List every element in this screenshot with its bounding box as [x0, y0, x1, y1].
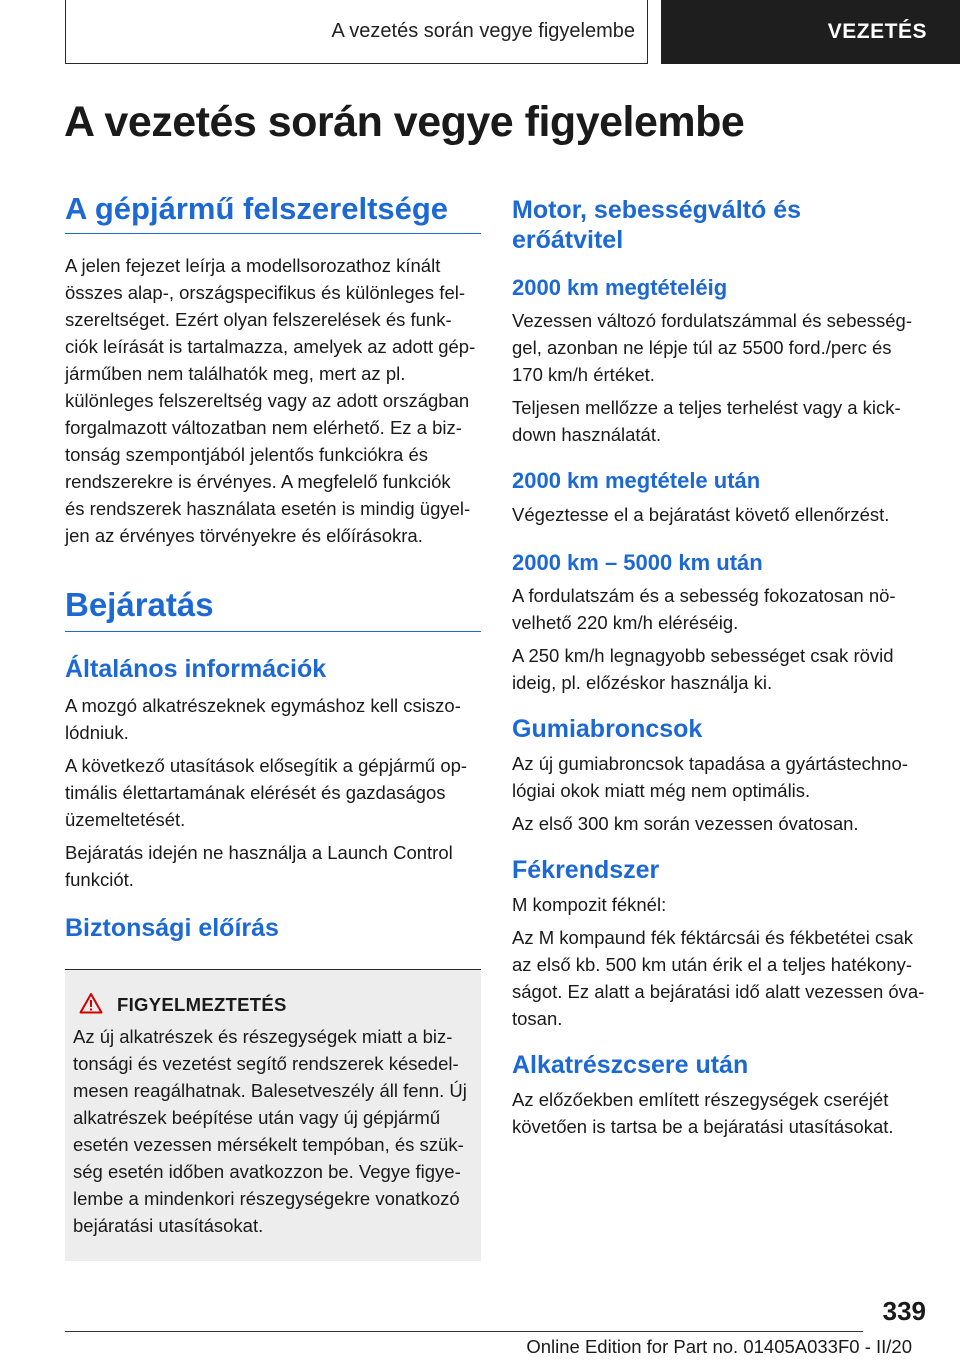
parts-heading: Alkatrészcsere után — [512, 1051, 749, 1080]
footer-edition: Online Edition for Part no. 01405A033F0 - II/20 — [526, 1336, 912, 1357]
safety-heading: Biztonsági előírás — [65, 913, 279, 942]
general-paragraph-3: Bejáratás idején ne használja a Launch Control funkciót. — [65, 841, 453, 890]
brakes-paragraph-2: Az M kompaund fék féktárcsái és fékbetétei csak az első kb. 500 km után érik el a teljes hatékony- ságot. Ez alatt a bejáratási idő alatt vezessen óva- tosan. — [512, 927, 925, 1030]
warning-header — [73, 992, 473, 1019]
parts-paragraph: Az előzőekben említett részegységek cseréjét követően is tartsa be a bejáratási utasításokat. — [512, 1089, 894, 1138]
page-number: 339 — [882, 1296, 926, 1326]
range-paragraph-2: A 250 km/h legnagyobb sebességet csak rövid ideig, pl. előzéskor használja ki. — [512, 645, 894, 694]
general-paragraph-1: A mozgó alkatrészeknek egymáshoz kell csiszo- lódniuk. — [65, 694, 461, 743]
after2000-paragraph: Végeztesse el a bejáratást követő ellenőrzést. — [512, 503, 890, 525]
tires-paragraph-2: Az első 300 km során vezessen óvatosan. — [512, 813, 859, 835]
km2000-paragraph-2: Teljesen mellőzze a teljes terhelést vagy a kick- down használatát. — [512, 397, 901, 446]
tires-heading: Gumiabroncsok — [512, 715, 703, 744]
brakes-heading: Fékrendszer — [512, 856, 660, 885]
warning-title: FIGYELMEZTETÉS — [117, 994, 287, 1016]
page-title: A vezetés során vegye figyelembe — [64, 98, 745, 146]
running-header-title: A vezetés során vegye figyelembe — [331, 20, 635, 42]
range-heading: 2000 km – 5000 km után — [512, 549, 763, 575]
range-paragraph-1: A fordulatszám és a sebesség fokozatosan nö- velhető 220 km/h eléréséig. — [512, 585, 896, 634]
equipment-paragraph: A jelen fejezet leírja a modellsorozathoz kínált összes alap-, országspecifikus és különleges fel- szereltséget. Ezért olyan felszerelések és funk- ciók leírását is tartalmazza, amelyek az adott gép- járműben nem találhatók meg, mert az pl. különleges felszereltség vagy az adott országban forgalmazott változatban nem elérhető. Ez a biz- tonság szempontjából jelentős funkciókra és rendszerekre is érvényes. A megfelelő funkciók és rendszerek használata esetén is mindig ügyel- jen az érvényes törvényekre és előírásokra. — [65, 255, 476, 547]
general-paragraph-2: A következő utasítások elősegítik a gépjármű op- timális élettartamának elérését és gazdaságos üzemeltetését. — [65, 754, 468, 830]
warning-triangle-icon — [79, 992, 103, 1019]
tires-paragraph-1: Az új gumiabroncsok tapadása a gyártástechno- lógiai okok miatt még nem optimális. — [512, 753, 908, 802]
running-header — [65, 0, 648, 64]
km2000-paragraph-1: Vezessen változó fordulatszámmal és sebesség- gel, azonban ne lépje túl az 5500 ford./perc és 170 km/h értéket. — [512, 310, 913, 386]
footer-divider — [65, 1331, 863, 1332]
chapter-tab — [661, 0, 960, 64]
equipment-heading: A gépjármű felszereltsége — [65, 190, 481, 234]
km2000-heading: 2000 km megtételéig — [512, 275, 728, 300]
left-column — [65, 190, 481, 1261]
engine-heading: Motor, sebességváltó és erőátvitel — [512, 196, 802, 254]
right-column — [512, 190, 927, 1140]
general-info-heading: Általános információk — [65, 654, 327, 683]
after2000-heading: 2000 km megtétele után — [512, 468, 761, 494]
warning-text: Az új alkatrészek és részegységek miatt a biz- tonsági és vezetést segítő rendszerek késedel- mesen reagálhatnak. Balesetveszély áll fenn. Új alkatrészek beépítése után vagy új gépjármű esetén vezessen mérsékelt tempóban, és szük- ség esetén időben avatkozzon be. Vegye figye- lembe a mindenkori részegységekre vonatkozó bejáratási utasításokat. — [73, 1025, 467, 1236]
brakes-paragraph-1: M kompozit féknél: — [512, 894, 667, 916]
breakin-heading: Bejáratás — [65, 585, 481, 632]
chapter-tab-label: VEZETÉS — [827, 20, 927, 43]
warning-box — [65, 969, 481, 1261]
